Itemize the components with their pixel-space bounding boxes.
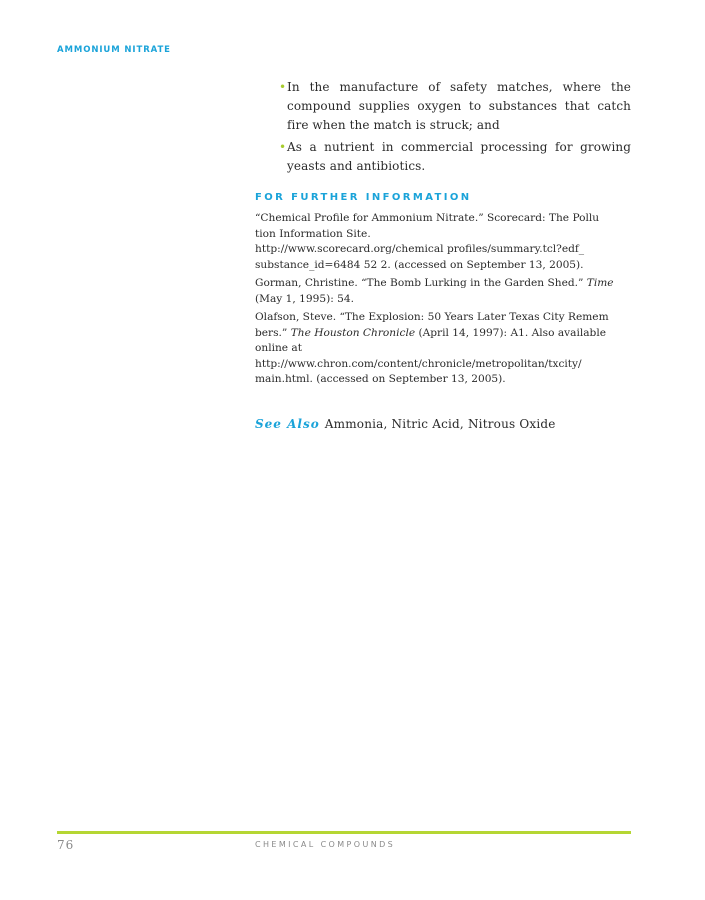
see-also-links[interactable]: Ammonia, Nitric Acid, Nitrous Oxide xyxy=(324,417,556,431)
reference-list xyxy=(255,211,631,391)
see-also-label: See Also xyxy=(255,417,320,431)
reference-text: substance_id=6484 52 2. (accessed on September 13, 2005). xyxy=(255,258,584,271)
reference-text: (April 14, 1997): A1. Also available xyxy=(415,326,606,339)
reference-url: http://www.scorecard.org/chemical profiles/summary.tcl?edf_ xyxy=(255,243,585,255)
reference-text: bers.” xyxy=(255,326,291,339)
bullet-text: In the manufacture of safety matches, where the compound supplies oxygen to substances that catch fire when the match is struck; and xyxy=(287,80,631,132)
reference-entry xyxy=(255,276,631,307)
reference-text: Olafson, Steve. “The Explosion: 50 Years Later Texas City Remem xyxy=(255,311,609,323)
footer-book-title: CHEMICAL COMPOUNDS xyxy=(255,840,396,849)
running-header: AMMONIUM NITRATE xyxy=(57,45,171,55)
bullet-dot-icon: • xyxy=(279,140,287,154)
reference-entry xyxy=(255,310,631,388)
reference-text: main.html. (accessed on September 13, 2005). xyxy=(255,373,506,385)
list-item xyxy=(255,138,631,176)
footer-rule xyxy=(57,831,631,834)
reference-text: Gorman, Christine. “The Bomb Lurking in the Garden Shed.” xyxy=(255,277,587,289)
reference-text: online at xyxy=(255,342,303,354)
page-number: 76 xyxy=(57,838,75,852)
reference-text: “Chemical Profile for Ammonium Nitrate.” Scorecard: The Pollu xyxy=(255,212,600,224)
bullet-list xyxy=(255,78,631,179)
see-also xyxy=(255,417,631,431)
publication-title: The Houston Chronicle xyxy=(290,326,416,339)
bullet-text: As a nutrient in commercial processing for growing yeasts and antibiotics. xyxy=(287,140,631,173)
reference-entry xyxy=(255,211,631,273)
reference-url: http://www.chron.com/content/chronicle/metropolitan/txcity/ xyxy=(255,357,582,370)
reference-text: tion Information Site. xyxy=(255,227,371,240)
publication-title: Time xyxy=(586,277,614,289)
reference-text: (May 1, 1995): 54. xyxy=(255,292,355,305)
section-heading: FOR FURTHER INFORMATION xyxy=(255,192,472,203)
list-item xyxy=(255,78,631,135)
bullet-dot-icon: • xyxy=(279,80,287,94)
